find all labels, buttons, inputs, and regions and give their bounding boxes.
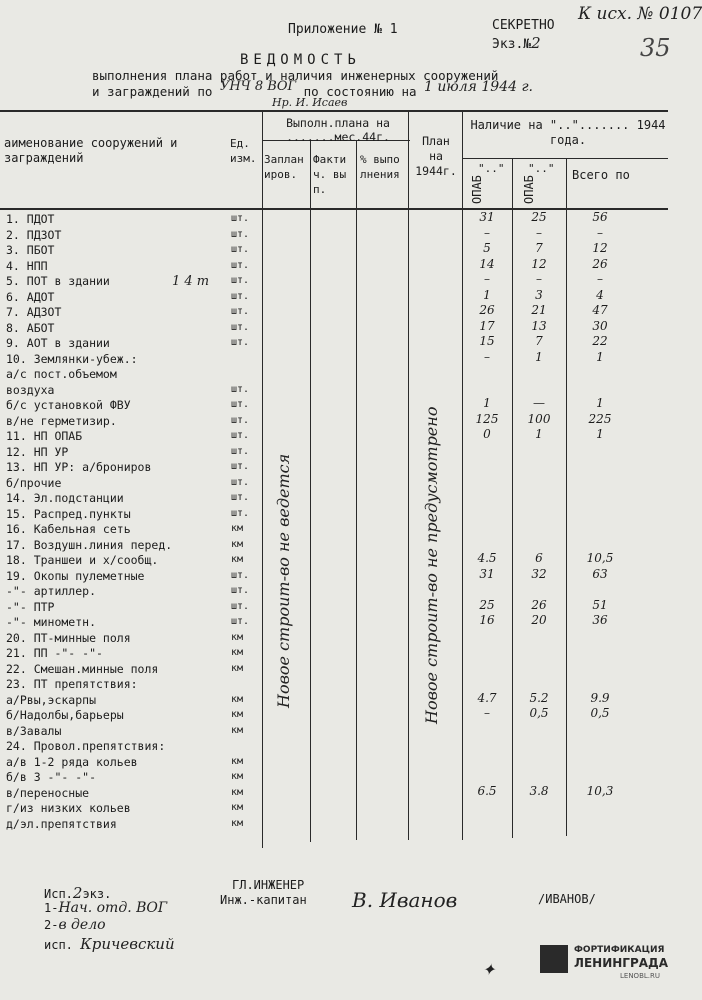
- cell-total: 36: [592, 613, 608, 627]
- header-unit: Ед. изм.: [230, 137, 257, 165]
- row-unit: км: [231, 538, 244, 550]
- row-name: 8. АБОТ: [6, 320, 55, 335]
- row-name: г/из низких кольев: [6, 801, 131, 815]
- secret-stamp: СЕКРЕТНО: [492, 18, 555, 33]
- cell-opab-2: 20: [531, 613, 547, 627]
- row-unit: км: [231, 755, 244, 767]
- row-unit: шт.: [231, 461, 250, 472]
- cell-opab-2: 1: [535, 349, 543, 364]
- cell-opab-1: 0: [483, 427, 491, 441]
- row-name: 23. ПТ препятствия:: [6, 677, 138, 691]
- row-name: -"- ПТР: [6, 599, 55, 614]
- cell-opab-2: 21: [531, 303, 547, 317]
- row-unit: шт.: [231, 616, 250, 627]
- row-unit: шт.: [231, 275, 250, 286]
- cell-total: 1: [596, 349, 604, 364]
- row-name: 15. Распред.пункты: [6, 506, 131, 521]
- document-title: ВЕДОМОСТЬ: [240, 52, 361, 68]
- row-name: 13. НП УР: а/брониров: [6, 460, 152, 474]
- cell-opab-1: 14: [479, 256, 495, 271]
- header-name: аименование сооружений и заграждений: [4, 136, 178, 165]
- cell-opab-2: 13: [531, 318, 547, 333]
- title-line-1: выполнения плана работ и наличия инженерных сооружений: [92, 68, 499, 83]
- cell-total: 63: [592, 566, 608, 581]
- row-unit: км: [231, 771, 244, 782]
- cell-opab-2: 0,5: [529, 706, 549, 720]
- row-unit: шт.: [231, 445, 250, 457]
- cell-total: 0,5: [590, 706, 610, 720]
- row-name: -"- минометн.: [6, 615, 97, 629]
- header-planned: Запланиров.: [264, 153, 304, 181]
- row-name: а/в 1-2 ряда кольев: [6, 754, 138, 769]
- cell-total: –: [597, 272, 603, 286]
- row-name: а/с пост.объемом: [6, 367, 117, 381]
- row-name: в/Завалы: [6, 723, 62, 738]
- header-total: Всего по: [572, 168, 630, 182]
- vertical-note-planned: Новое строит-во не ведется: [274, 453, 293, 708]
- cell-opab-2: –: [536, 272, 542, 286]
- row-unit: шт.: [231, 492, 250, 503]
- row-unit: км: [231, 662, 244, 674]
- copy-2-line: 2-в дело: [44, 917, 106, 933]
- chief-title: ГЛ.ИНЖЕНЕР: [232, 878, 305, 892]
- cell-total: 30: [592, 318, 608, 333]
- cell-opab-1: 15: [479, 334, 495, 348]
- cell-total: 10,5: [586, 551, 614, 565]
- cell-opab-1: 5: [483, 241, 491, 255]
- cell-opab-2: —: [533, 396, 545, 410]
- cell-opab-2: 32: [531, 566, 547, 581]
- cell-total: 22: [592, 334, 608, 348]
- row-unit: шт.: [231, 337, 250, 348]
- cell-total: 225: [588, 411, 612, 426]
- row-name: 19. Окопы пулеметные: [6, 568, 145, 583]
- header-opab-1: ОПАБ: [470, 175, 484, 204]
- title-line-2: и заграждений по УНЧ 8 ВОГ Нр. И. Исаев по состоянию на 1 июля 1944 г.: [92, 79, 533, 109]
- header-presence: Наличие на ".."....... 1944 года.: [470, 118, 666, 147]
- cell-opab-2: 7: [535, 241, 543, 255]
- row-name: в/переносные: [6, 785, 90, 800]
- row-name: а/Рвы,эскарпы: [6, 692, 97, 707]
- header-quote-1: "..": [478, 162, 505, 175]
- header-percent: % выполнения: [360, 153, 400, 181]
- row-name: б/Надолбы,барьеры: [6, 708, 124, 722]
- cell-opab-1: 26: [479, 303, 495, 317]
- row-unit: шт.: [231, 228, 250, 240]
- cell-opab-1: 125: [475, 411, 499, 426]
- ink-mark: ✦: [482, 960, 496, 979]
- row-unit: км: [231, 817, 244, 829]
- row-name: б/в 3 -"- -"-: [6, 770, 97, 784]
- executor-line: исп. Кричевский: [44, 935, 175, 953]
- cell-opab-1: –: [484, 706, 490, 720]
- cell-opab-2: 6: [535, 551, 543, 565]
- cell-total: 4: [596, 287, 604, 302]
- row-unit: шт.: [231, 399, 250, 410]
- row-name: 7. АДЗОТ: [6, 305, 62, 319]
- header-actual: Фактич. вып.: [313, 153, 347, 196]
- cell-opab-1: –: [484, 349, 490, 364]
- row-name: 16. Кабельная сеть: [6, 522, 131, 536]
- cell-total: 26: [592, 256, 608, 271]
- chief-rank: Инж.-капитан: [220, 893, 307, 907]
- appendix-label: Приложение № 1: [288, 22, 398, 37]
- cell-total: 12: [592, 241, 608, 255]
- cell-opab-1: 25: [479, 597, 495, 612]
- chief-name: /ИВАНОВ/: [538, 892, 596, 906]
- row-name: -"- артиллер.: [6, 584, 97, 598]
- row-unit: км: [231, 647, 244, 658]
- row-unit: км: [231, 724, 244, 736]
- row-unit: шт.: [231, 213, 250, 224]
- row-name: 24. Провол.препятствия:: [6, 739, 166, 753]
- signature: В. Иванов: [352, 888, 458, 912]
- row-name: в/не герметизир.: [6, 413, 117, 428]
- row-name: 5. ПОТ в здании: [6, 274, 110, 288]
- cell-opab-1: 17: [479, 318, 495, 333]
- row-unit: шт.: [231, 290, 250, 302]
- row-name: 20. ПТ-минные поля: [6, 630, 131, 645]
- page-number: 35: [640, 34, 671, 62]
- fortress-icon: [540, 945, 568, 973]
- cell-opab-1: 6.5: [477, 783, 497, 798]
- cell-total: 9.9: [590, 690, 610, 705]
- row-unit: км: [231, 631, 244, 643]
- row-unit: шт.: [231, 383, 250, 395]
- row-name: 3. ПБОТ: [6, 243, 55, 257]
- cell-opab-1: 4.5: [477, 551, 497, 565]
- cell-opab-2: 5.2: [529, 690, 549, 705]
- header-plan-execution: Выполн.плана на .......мес.44г.: [286, 116, 390, 144]
- cell-total: 47: [592, 303, 608, 317]
- cell-opab-2: 3.8: [529, 783, 549, 798]
- row-name: 18. Траншеи и х/сообщ.: [6, 553, 159, 567]
- row-unit: шт.: [231, 414, 250, 426]
- row-unit: шт.: [231, 507, 250, 519]
- cell-opab-1: 31: [479, 566, 495, 581]
- cell-opab-2: –: [536, 225, 542, 240]
- row-unit: км: [231, 709, 244, 720]
- row-name: 10. Землянки-убеж.:: [6, 351, 138, 366]
- row-name: 9. АОТ в здании: [6, 336, 110, 350]
- vertical-note-plan-1944: Новое строит-во не предусмотрено: [422, 406, 441, 724]
- cell-total: 56: [592, 210, 608, 224]
- row-unit: шт.: [231, 306, 250, 317]
- header-plan-1944: План на 1944г.: [415, 134, 457, 178]
- row-unit: шт.: [231, 569, 250, 581]
- cell-opab-1: 1: [483, 396, 491, 410]
- cell-opab-2: 100: [527, 411, 551, 426]
- row-name: 1. ПДОТ: [6, 212, 55, 226]
- archive-reference: К исх. № 0107: [578, 4, 702, 24]
- row-unit: шт.: [231, 321, 250, 333]
- row-unit: км: [231, 693, 244, 705]
- header-opab-2: ОПАБ: [522, 175, 536, 204]
- row-name: 17. Воздушн.линия перед.: [6, 537, 173, 552]
- cell-opab-1: –: [484, 272, 490, 286]
- row-name: 22. Смешан.минные поля: [6, 661, 159, 676]
- row-name: 11. НП ОПАБ: [6, 429, 83, 443]
- cell-opab-1: 16: [479, 613, 495, 627]
- cell-opab-2: 7: [535, 334, 543, 348]
- row-name: 14. Эл.подстанции: [6, 491, 124, 505]
- row-name: 21. ПП -"- -"-: [6, 646, 103, 660]
- row-unit: км: [231, 523, 244, 534]
- copy-1-line: 1-Нач. отд. ВОГ: [44, 900, 168, 916]
- row-unit: шт.: [231, 476, 250, 488]
- row-name: д/эл.препятствия: [6, 816, 117, 831]
- row-name: 12. НП УР: [6, 444, 69, 459]
- cell-opab-1: 31: [479, 210, 495, 224]
- row-unit: км: [231, 786, 244, 798]
- handwritten-row-5: 1 4 т: [172, 274, 210, 289]
- cell-opab-1: 4.7: [477, 690, 497, 705]
- header-quote-2: "..": [528, 162, 555, 175]
- row-name: воздуха: [6, 382, 55, 397]
- cell-total: 10,3: [586, 783, 614, 798]
- row-name: 2. ПДЗОТ: [6, 227, 62, 242]
- row-unit: шт.: [231, 259, 250, 271]
- row-unit: шт.: [231, 244, 250, 255]
- row-name: б/прочие: [6, 475, 62, 490]
- cell-total: 1: [596, 427, 604, 441]
- cell-opab-2: 25: [531, 210, 547, 224]
- row-unit: шт.: [231, 600, 250, 612]
- row-name: б/с установкой ФВУ: [6, 398, 131, 412]
- row-unit: шт.: [231, 430, 250, 441]
- row-unit: шт.: [231, 585, 250, 596]
- cell-total: –: [597, 225, 603, 240]
- cell-opab-1: –: [484, 225, 490, 240]
- cell-opab-2: 26: [531, 597, 547, 612]
- cell-opab-2: 3: [535, 287, 543, 302]
- cell-opab-2: 1: [535, 427, 543, 441]
- row-unit: км: [231, 802, 244, 813]
- copy-number-label: Экз.№2: [492, 34, 541, 52]
- row-name: 4. НПП: [6, 258, 48, 273]
- cell-opab-1: 1: [483, 287, 491, 302]
- cell-total: 1: [596, 396, 604, 410]
- copies-line: Исп.2экз.: [44, 884, 112, 902]
- row-unit: км: [231, 554, 244, 565]
- cell-opab-2: 12: [531, 256, 547, 271]
- row-name: 6. АДОТ: [6, 289, 55, 304]
- cell-total: 51: [592, 597, 608, 612]
